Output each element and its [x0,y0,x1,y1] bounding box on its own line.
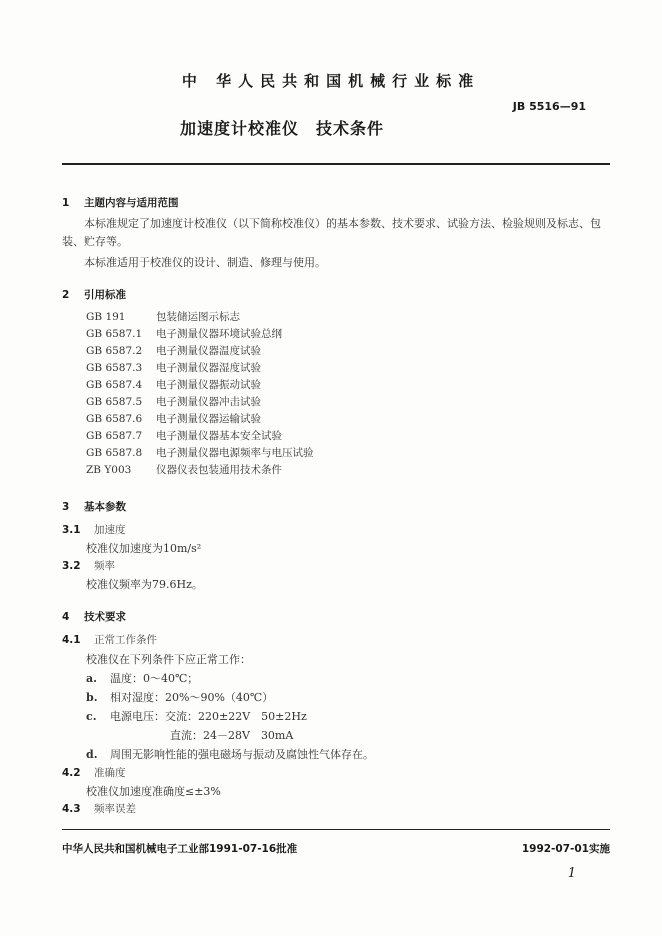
paragraph: 校准仪加速度为10m/s² [86,542,202,555]
list-text: 电源电压：交流：220±22V 50±2Hz [110,710,307,723]
section-title: 主题内容与适用范围 [84,197,179,209]
reference-item [86,377,261,392]
reference-item [86,360,261,375]
reference-item [86,428,282,443]
list-item [86,670,198,686]
subsection-heading [62,801,136,816]
reference-code: GB 6587.5 [86,396,143,408]
reference-item [86,394,261,409]
reference-name: 电子测量仪器运输试验 [156,413,261,425]
subsection-heading [62,558,115,573]
standard-number: JB 5516—91 [512,100,586,113]
section-number: 2 [62,289,70,301]
reference-code: GB 6587.3 [86,362,143,374]
reference-code: GB 6587.2 [86,345,143,357]
subsection-label: 加速度 [94,524,126,536]
reference-item [86,309,240,324]
footer-rule [62,829,610,830]
section-2-heading [62,287,126,302]
subsection-heading [62,765,126,780]
paragraph: 校准仪在下列条件下应正常工作： [86,653,251,666]
reference-code: GB 6587.4 [86,379,143,391]
list-marker: c. [86,710,97,723]
reference-name: 电子测量仪器湿度试验 [156,362,261,374]
subsection-label: 频率误差 [94,803,136,815]
list-marker: a. [86,672,97,685]
subsection-number: 4.1 [62,634,81,646]
list-item [170,727,293,743]
list-item [86,689,273,705]
document-title: 加速度计校准仪 技术条件 [180,119,385,138]
reference-name: 电子测量仪器环境试验总纲 [156,328,282,340]
list-marker: d. [86,748,98,761]
subsection-number: 4.2 [62,767,81,779]
issuer-approval: 中华人民共和国机械电子工业部1991-07-16批准 [62,843,298,855]
list-text: 相对湿度：20%～90%（40℃） [110,691,274,704]
reference-item [86,326,282,341]
list-item [86,708,307,724]
reference-name: 电子测量仪器电源频率与电压试验 [156,447,314,459]
effective-date: 1992-07-01实施 [521,843,610,855]
standard-title: 中 华人民共和国机械行业标准 [181,72,481,90]
reference-code: GB 191 [86,311,126,323]
subsection-label: 正常工作条件 [94,634,157,646]
reference-name: 仪器仪表包装通用技术条件 [156,464,282,476]
list-text: 周围无影响性能的强电磁场与振动及腐蚀性气体存在。 [110,748,374,761]
section-number: 4 [62,611,70,623]
section-title: 引用标准 [84,289,126,301]
section-number: 3 [62,501,70,513]
reference-code: GB 6587.1 [86,328,143,340]
reference-name: 电子测量仪器冲击试验 [156,396,261,408]
header-rule [62,163,610,165]
section-number: 1 [62,197,70,209]
list-marker: b. [86,691,98,704]
reference-code: GB 6587.7 [86,430,143,442]
reference-code: ZB Y003 [86,464,132,476]
subsection-number: 3.1 [62,524,81,536]
paragraph: 本标准规定了加速度计校准仪（以下简称校准仪）的基本参数、技术要求、试验方法、检验规则及标志、包装、贮存等。 [62,217,601,248]
list-text: 温度：0～40℃； [110,672,199,685]
list-item [86,746,374,762]
paragraph: 本标准适用于校准仪的设计、制造、修理与使用。 [84,256,326,269]
page-number: 1 [567,866,576,881]
subsection-label: 频率 [94,560,115,572]
list-text: 直流：24－28V 30mA [170,729,294,742]
section-3-heading [62,499,126,514]
section-4-heading [62,609,126,624]
reference-item [86,445,314,460]
reference-item [86,462,282,477]
section-title: 基本参数 [84,501,126,513]
subsection-number: 3.2 [62,560,81,572]
paragraph: 校准仪加速度准确度≤±3% [86,785,221,798]
paragraph: 校准仪频率为79.6Hz。 [86,578,203,591]
reference-name: 包装储运图示标志 [156,311,240,323]
reference-code: GB 6587.8 [86,447,143,459]
subsection-heading [62,632,157,647]
section-title: 技术要求 [84,611,126,623]
reference-name: 电子测量仪器基本安全试验 [156,430,282,442]
reference-item [86,411,261,426]
subsection-label: 准确度 [94,767,126,779]
section-1-heading [62,195,179,210]
reference-name: 电子测量仪器温度试验 [156,345,261,357]
subsection-heading [62,522,126,537]
reference-name: 电子测量仪器振动试验 [156,379,261,391]
reference-code: GB 6587.6 [86,413,143,425]
reference-item [86,343,261,358]
subsection-number: 4.3 [62,803,81,815]
